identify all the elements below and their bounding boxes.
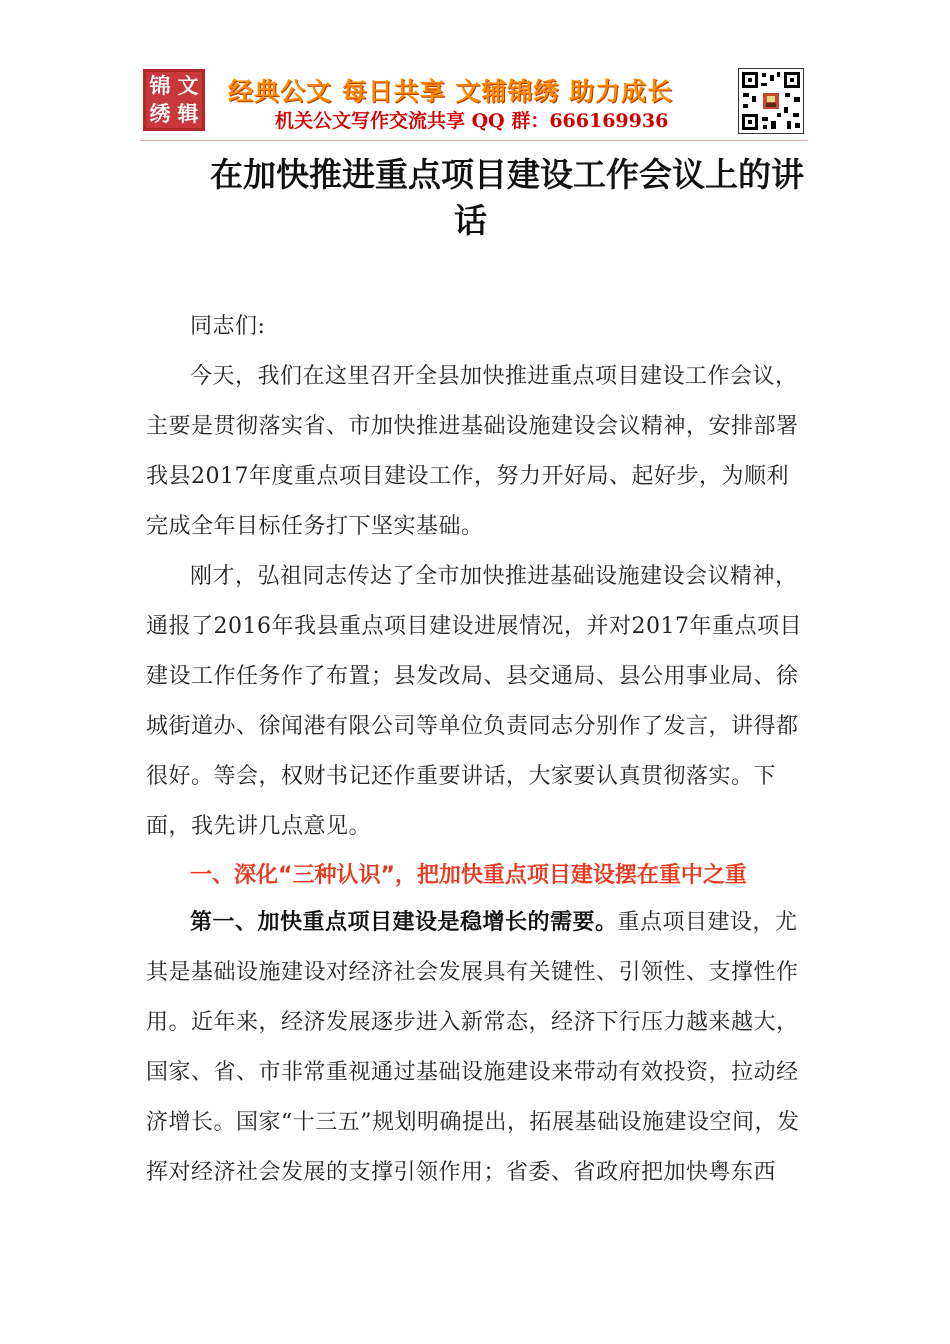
point-1-body: 重点项目建设，尤其是基础设施建设对经济社会发展具有关键性、引领性、支撑性作用。近年来，经济发展逐步进入新常态，经济下行压力越来越大，国家、省、市非常重视通过基础设施建设来带动有效投资，拉动经济增长。国家“十三五”规划明确提出，拓展基础设施建设空间，发挥对经济社会发展的支撑引领作用；省委、省政府把加快粤东西 — [146, 910, 800, 1185]
point-1-lead: 第一、加快重点项目建设是稳增长的需要。 — [190, 910, 618, 935]
section-1-heading: 一、深化“三种认识”，把加快重点项目建设摆在重中之重 — [190, 863, 747, 888]
page-header — [140, 66, 808, 138]
paragraph-1: 今天，我们在这里召开全县加快推进重点项目建设工作会议，主要是贯彻落实省、市加快推进基础设施建设会议精神，安排部署我县2017年度重点项目建设工作，努力开好局、起好步，为顺利完成全年目标任务打下坚实基础。 — [146, 364, 799, 539]
salutation: 同志们: — [190, 314, 266, 339]
paragraph-2: 刚才，弘祖同志传达了全市加快推进基础设施建设会议精神，通报了2016年我县重点项目建设进展情况，并对2017年重点项目建设工作任务作了布置；县发改局、县交通局、县公用事业局、徐城街道办、徐闻港有限公司等单位负责同志分别作了发言，讲得都很好。等会，权财书记还作重要讲话，大家要认真贯彻落实。下面，我先讲几点意见。 — [146, 564, 802, 839]
seal-char: 辑 — [177, 101, 199, 126]
seal-char: 锦 — [149, 73, 171, 98]
document-title — [210, 152, 810, 244]
seal-char: 绣 — [149, 101, 171, 126]
title-line-2: 话 — [454, 201, 487, 240]
seal-logo — [143, 69, 205, 131]
paragraph-3 — [146, 898, 806, 1198]
header-slogan: 经典公文 每日共享 文辅锦绣 助力成长 — [228, 77, 674, 106]
title-line-1: 在加快推进重点项目建设工作会议上的讲 — [210, 155, 804, 194]
qr-code-icon — [738, 68, 804, 134]
header-qq-line: 机关公文写作交流共享 QQ 群：666169936 — [275, 110, 669, 132]
header-divider — [140, 140, 808, 141]
seal-char: 文 — [177, 73, 199, 98]
